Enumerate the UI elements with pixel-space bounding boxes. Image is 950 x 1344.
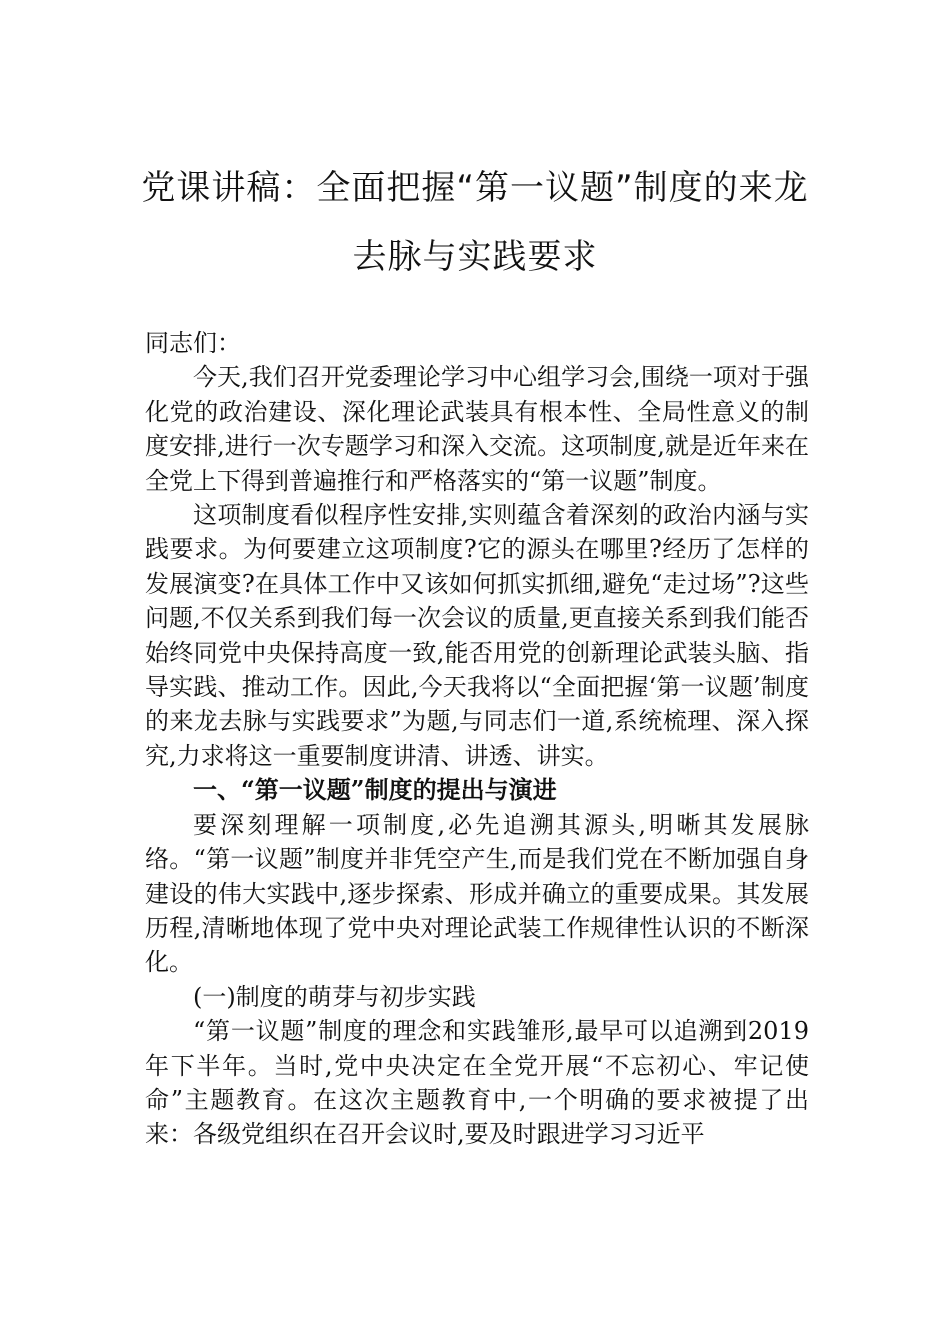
section-heading-1: 一、“第一议题”制度的提出与演进 xyxy=(193,775,557,805)
document-body xyxy=(145,326,809,1152)
paragraph-intro: 今天,我们召开党委理论学习中心组学习会,围绕一项对于强化党的政治建设、深化理论武装具有根本性、全局性意义的制度安排,进行一次专题学习和深入交流。这项制度,就是近年来在全党上下得到普遍推行和严格落实的“第一议题”制度。 xyxy=(145,363,809,495)
paragraph-purpose: 这项制度看似程序性安排,实则蕴含着深刻的政治内涵与实践要求。为何要建立这项制度?它的源头在哪里?经历了怎样的发展演变?在具体工作中又该如何抓实抓细,避免“走过场”?这些问题,不仅关系到我们每一次会议的质量,更直接关系到我们能否始终同党中央保持高度一致,能否用党的创新理论武装头脑、指导实践、推动工作。因此,今天我将以“全面把握‘第一议题’制度的来龙去脉与实践要求”为题,与同志们一道,系统梳理、深入探究,力求将这一重要制度讲清、讲透、讲实。 xyxy=(145,501,809,770)
section-1-paragraph: 要深刻理解一项制度,必先追溯其源头,明晰其发展脉络。“第一议题”制度并非凭空产生,而是我们党在不断加强自身建设的伟大实践中,逐步探索、形成并确立的重要成果。其发展历程,清晰地体现了党中央对理论武装工作规律性认识的不断深化。 xyxy=(145,810,809,977)
subsection-heading-1: (一)制度的萌芽与初步实践 xyxy=(193,982,476,1011)
subsection-1-paragraph: “第一议题”制度的理念和实践雏形,最早可以追溯到2019年下半年。当时,党中央决定在全党开展“不忘初心、牢记使命”主题教育。在这次主题教育中,一个明确的要求被提了出来：各级党组织在召开会议时,要及时跟进学习习近平 xyxy=(145,1017,809,1149)
document-title-line-2: 去脉与实践要求 xyxy=(352,237,598,277)
salutation: 同志们： xyxy=(145,329,241,357)
document-title-line-1: 党课讲稿：全面把握“第一议题”制度的来龙 xyxy=(141,168,809,208)
